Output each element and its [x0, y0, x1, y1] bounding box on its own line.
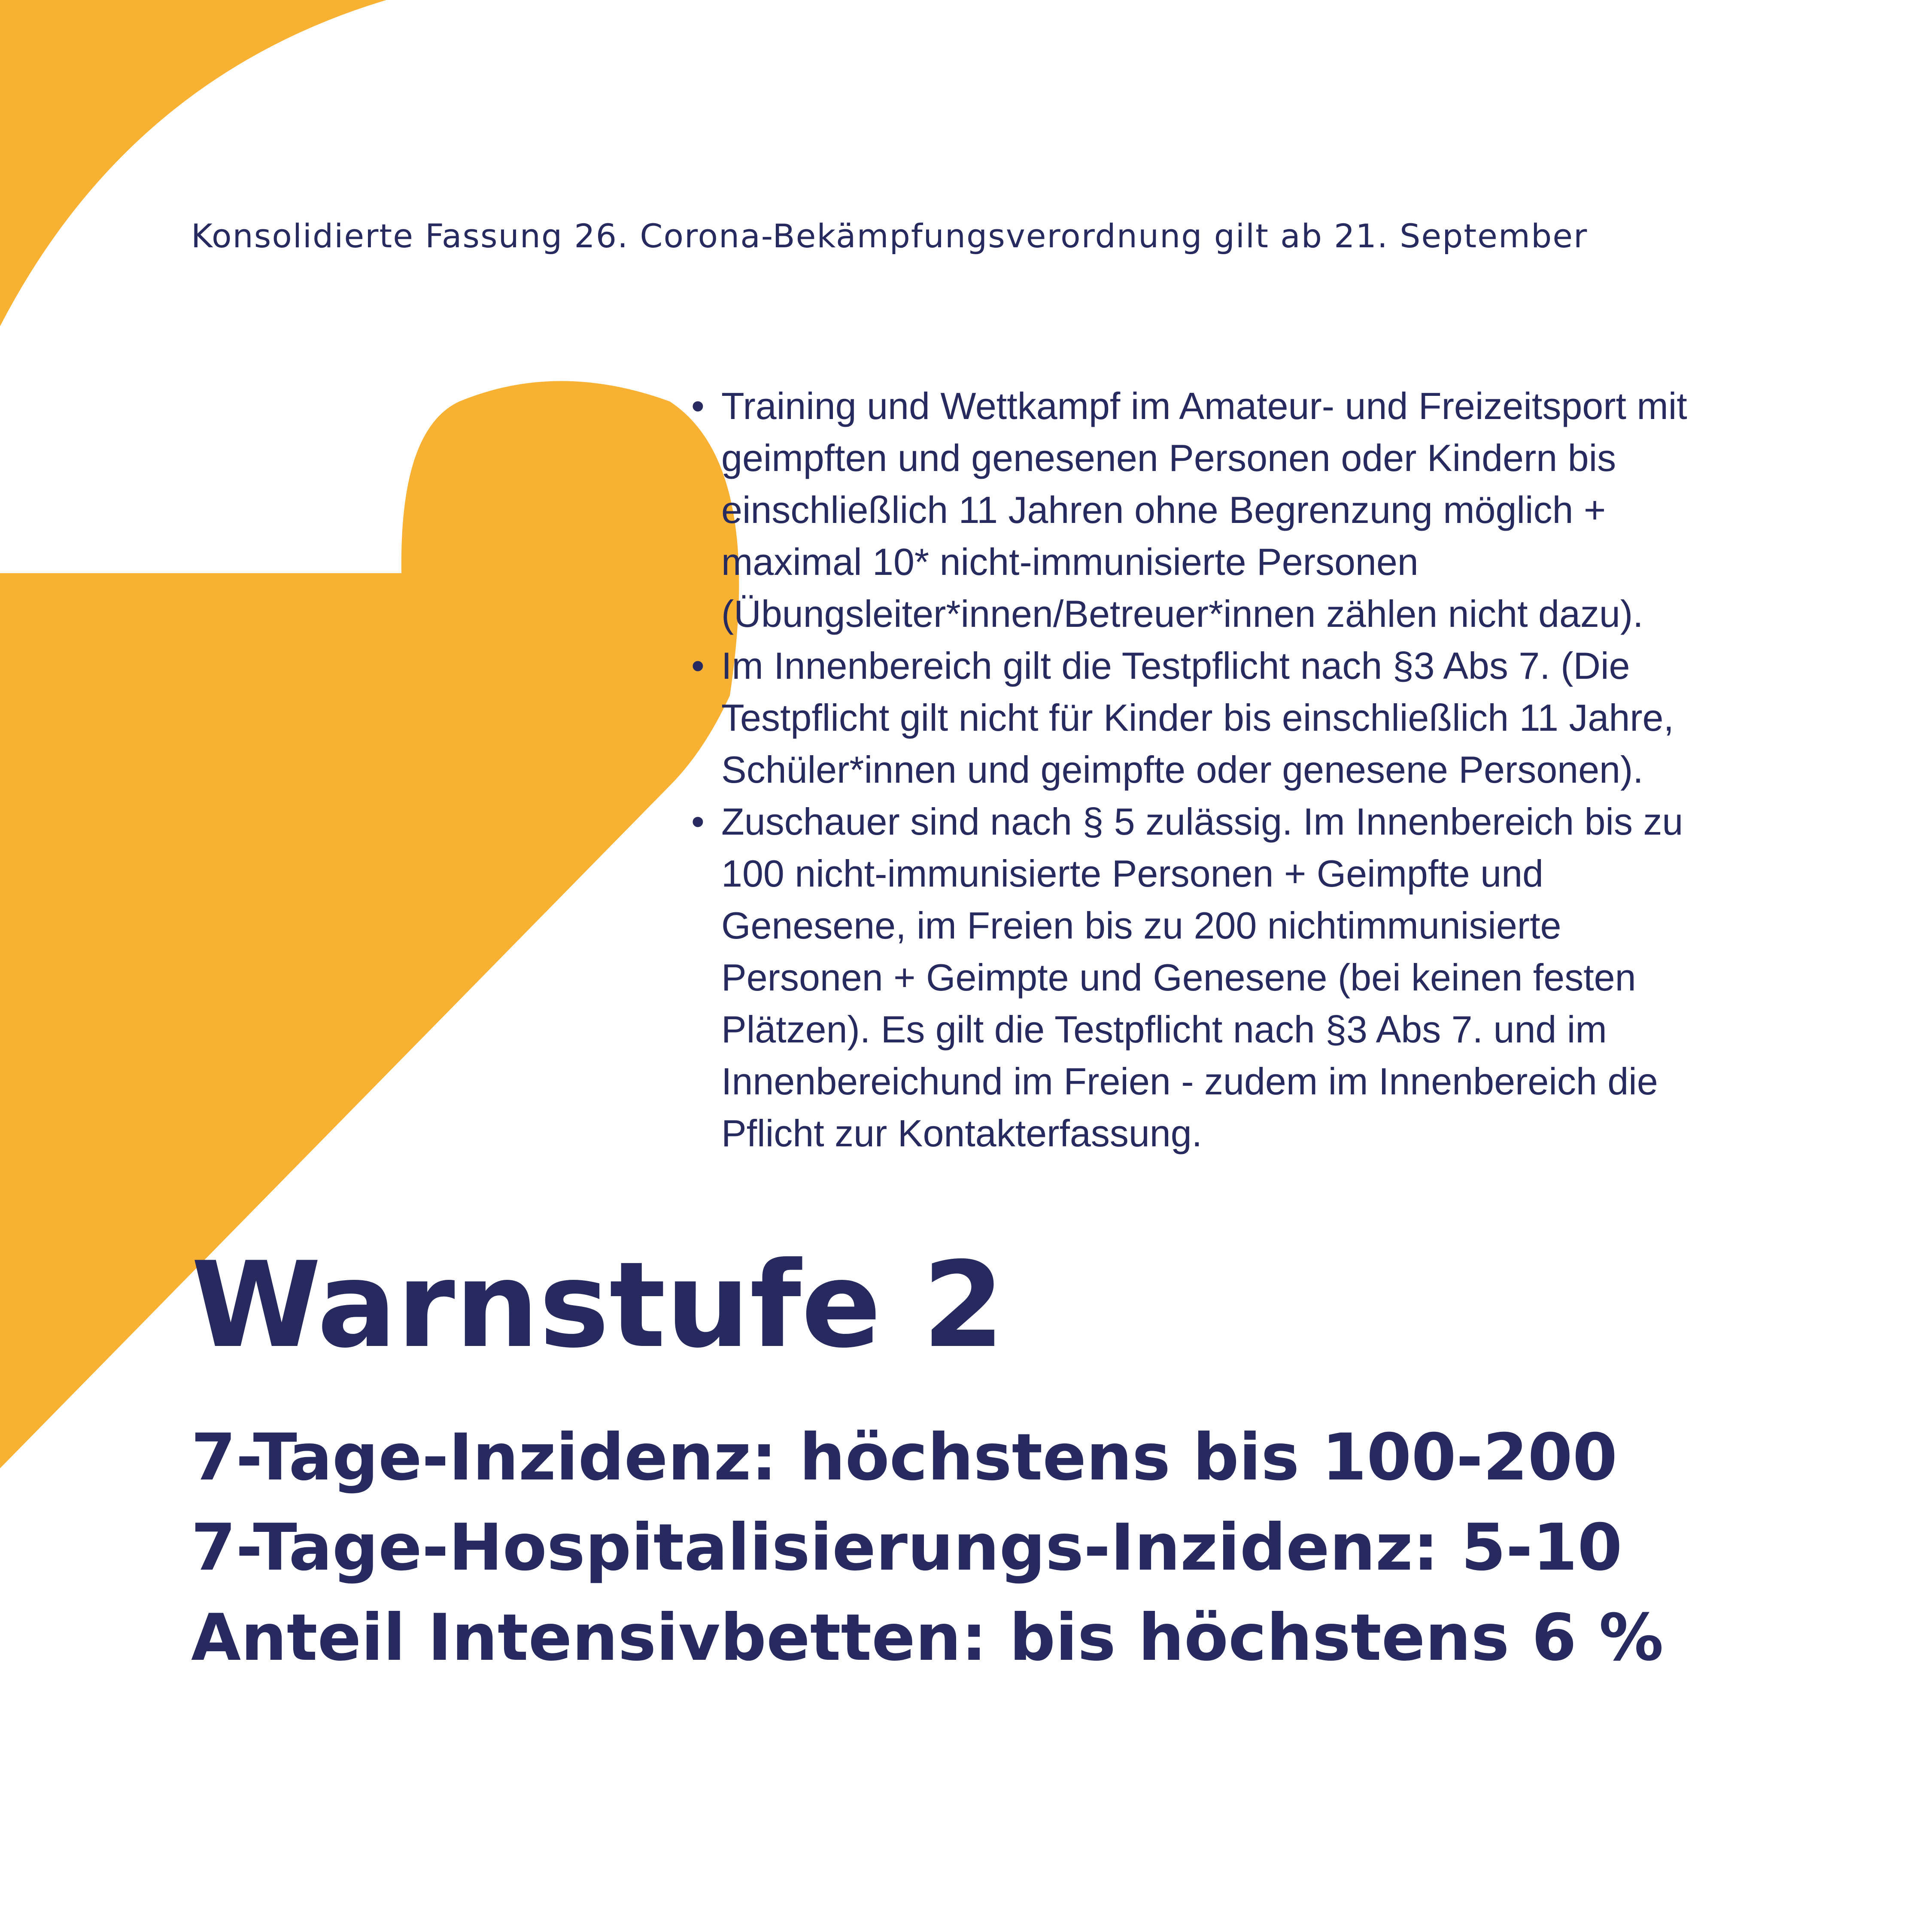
header-text: Konsolidierte Fassung 26. Corona-Bekämpfungsverordnung gilt ab 21. September [191, 217, 1588, 255]
rule-item-training: • Training und Wettkampf im Amateur- und Freizeitsport mit geimpften und genesenen Personen oder Kindern bis einschließlich 11 Jahren ohne Begrenzung möglich + maximal 10* nicht-immunisierte Personen (Übungsleiter*innen/Betreuer*innen zählen nicht dazu). [691, 380, 1722, 640]
metrics-block [191, 1413, 1664, 1683]
page-title: Warnstufe 2 [191, 1236, 1005, 1374]
metric-incidence: 7-Tage-Inzidenz: höchstens bis 100-200 [191, 1420, 1618, 1495]
metric-hospitalization: 7-Tage-Hospitalisierungs-Inzidenz: 5-10 [191, 1510, 1622, 1585]
rules-list [691, 380, 1722, 1159]
numeral-top-arc [0, 0, 386, 326]
rule-item-testing: • Im Innenbereich gilt die Testpflicht nach §3 Abs 7. (Die Testpflicht gilt nicht für Kinder bis einschließlich 11 Jahre, Schüler*innen und geimpfte oder genesene Personen). [691, 640, 1722, 796]
rule-item-spectators: • Zuschauer sind nach § 5 zulässig. Im Innenbereich bis zu 100 nicht-immunisierte Personen + Geimpfte und Genesene, im Freien bis zu 200 nichtimmunisierte Personen + Geimpte und Genesene (bei keinen festen Plätzen). Es gilt die Testpflicht nach §3 Abs 7. und im Innenbereichund im Freien - zudem im Innenbereich die Pflicht zur Kontakterfassung. [691, 796, 1722, 1159]
metric-icu-share: Anteil Intensivbetten: bis höchstens 6 % [191, 1601, 1664, 1675]
